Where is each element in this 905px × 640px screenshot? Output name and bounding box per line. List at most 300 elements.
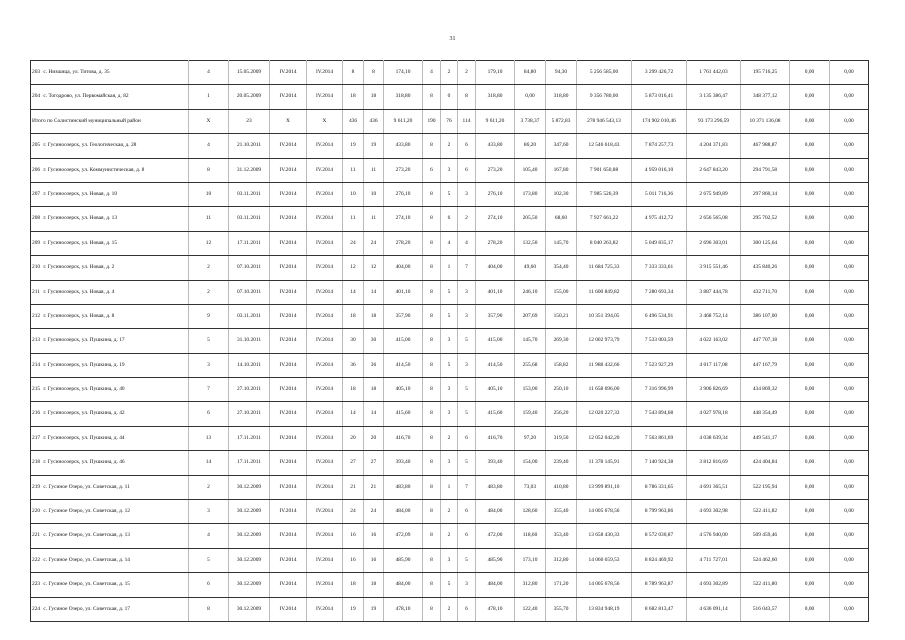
address-text: г. Гусиноозерск, ул. Новая, д. 4: [43, 288, 115, 295]
table-cell: 9 611,20: [384, 109, 423, 133]
table-cell: 4: [441, 231, 458, 255]
table-cell: 432 711,70: [741, 280, 790, 304]
table-cell: 84,80: [515, 61, 546, 85]
table-cell: IV.2014: [307, 500, 343, 524]
table-cell: 0,00: [790, 378, 830, 402]
table-cell: 7: [458, 256, 476, 280]
table-cell: 6: [423, 158, 441, 182]
table-cell: 8: [423, 304, 441, 328]
table-cell: 5 011 716,36: [632, 182, 687, 206]
table-cell: 145,70: [546, 231, 577, 255]
table-cell: 294 791,58: [741, 158, 790, 182]
table-cell: 9: [189, 304, 229, 328]
table-cell: 274,10: [384, 207, 423, 231]
table-cell: 4 204 371,83: [687, 134, 741, 158]
row-number: 215: [32, 386, 41, 393]
table-cell: 0,00: [790, 304, 830, 328]
row-number: 212: [32, 312, 41, 319]
table-cell: 8: [423, 353, 441, 377]
row-number: 219: [32, 483, 41, 490]
table-cell: 10 351 394,05: [577, 304, 632, 328]
table-cell: 2: [458, 207, 476, 231]
address-text: с. Гусиное Озеро, ул. Советская, д. 14: [43, 556, 131, 563]
table-cell: IV.2014: [307, 207, 343, 231]
table-cell: 21: [343, 475, 364, 499]
table-cell: 4 959 016,10: [632, 158, 687, 182]
table-cell: 6: [189, 402, 229, 426]
table-cell: 4: [458, 231, 476, 255]
table-cell: 7 985 526,39: [577, 182, 632, 206]
table-cell: 3 812 816,69: [687, 451, 741, 475]
table-cell: 447 707,18: [741, 329, 790, 353]
table-cell: IV.2014: [270, 475, 307, 499]
row-number: 220: [32, 508, 41, 515]
table-cell: 10: [364, 182, 384, 206]
table-cell: 3 135 386,47: [687, 85, 741, 109]
table-cell: 11 658 696,00: [577, 378, 632, 402]
table-cell: 11 684 725,33: [577, 256, 632, 280]
table-cell: 0,00: [830, 207, 869, 231]
table-cell: 401,10: [476, 280, 515, 304]
table-cell: 173,10: [515, 548, 546, 572]
address-text: с. Гусиное Озеро, ул. Советская, д. 13: [43, 532, 131, 539]
table-cell: IV.2014: [307, 158, 343, 182]
table-cell: IV.2014: [307, 573, 343, 597]
address-text: г. Гусиноозерск, ул. Пушкина, д. 42: [43, 410, 125, 417]
table-cell: 8: [423, 85, 441, 109]
table-cell: 522 195,94: [741, 475, 790, 499]
table-cell: 6: [458, 426, 476, 450]
table-row: [31, 329, 869, 353]
table-cell: IV.2014: [270, 524, 307, 548]
table-cell: IV.2014: [307, 304, 343, 328]
address-cell: [31, 524, 189, 548]
address-text: с. Гусиное Озеро, ул. Советская, д. 15: [43, 581, 131, 588]
table-cell: 0,00: [830, 280, 869, 304]
table-row: [31, 353, 869, 377]
table-cell: 128,60: [515, 500, 546, 524]
table-cell: IV.2014: [307, 280, 343, 304]
table-cell: 17.11.2011: [229, 451, 270, 475]
table-cell: 1: [441, 256, 458, 280]
table-cell: 3 468 752,14: [687, 304, 741, 328]
table-cell: 239,40: [546, 451, 577, 475]
table-cell: 0,00: [830, 61, 869, 85]
table-cell: 433,80: [384, 134, 423, 158]
table-cell: 393,40: [476, 451, 515, 475]
address-text: с. Гусиное Озеро, ул. Советская, д. 17: [43, 605, 131, 612]
table-cell: 14 060 659,53: [577, 548, 632, 572]
table-cell: 0,00: [830, 402, 869, 426]
row-number: 224: [32, 605, 41, 612]
address-cell: [31, 85, 189, 109]
table-cell: 3: [458, 304, 476, 328]
housing-registry-table: [30, 60, 869, 622]
table-cell: IV.2014: [307, 426, 343, 450]
table-cell: 7 333 333,61: [632, 256, 687, 280]
table-cell: 97,20: [515, 426, 546, 450]
table-cell: 484,00: [384, 500, 423, 524]
address-cell: [31, 426, 189, 450]
table-cell: 8: [423, 182, 441, 206]
table-cell: 190: [423, 109, 441, 133]
address-cell: [31, 304, 189, 328]
table-cell: 3: [458, 280, 476, 304]
table-cell: 246,10: [515, 280, 546, 304]
table-cell: 0,00: [790, 500, 830, 524]
address-text: г. Гусиноозерск, ул. Новая, д. 8: [43, 312, 115, 319]
table-cell: 472,00: [476, 524, 515, 548]
table-cell: 4 975 412,72: [632, 207, 687, 231]
table-cell: 7 874 257,73: [632, 134, 687, 158]
table-cell: 31.12.2009: [229, 158, 270, 182]
table-cell: 4: [423, 61, 441, 85]
table-cell: 0,00: [790, 426, 830, 450]
table-row: [31, 256, 869, 280]
table-row: [31, 304, 869, 328]
table-cell: 11 378 145,91: [577, 451, 632, 475]
table-cell: 0,00: [830, 451, 869, 475]
table-cell: IV.2014: [270, 134, 307, 158]
table-cell: 0,00: [830, 500, 869, 524]
table-cell: 76: [441, 109, 458, 133]
table-cell: IV.2014: [270, 158, 307, 182]
table-cell: 8: [423, 548, 441, 572]
address-cell: [31, 378, 189, 402]
table-cell: 5: [458, 402, 476, 426]
table-cell: X: [189, 109, 229, 133]
table-cell: 256,20: [546, 402, 577, 426]
row-number: 214: [32, 361, 41, 368]
table-cell: 273,20: [476, 158, 515, 182]
table-cell: IV.2014: [307, 402, 343, 426]
table-cell: 5 049 835,17: [632, 231, 687, 255]
table-cell: 7 563 861,69: [632, 426, 687, 450]
table-cell: 159,40: [515, 402, 546, 426]
table-cell: 276,10: [476, 182, 515, 206]
table-cell: 4 038 639,34: [687, 426, 741, 450]
table-cell: 274,10: [476, 207, 515, 231]
table-cell: 8: [423, 231, 441, 255]
table-cell: IV.2014: [270, 378, 307, 402]
table-cell: 11: [343, 158, 364, 182]
table-cell: 23: [229, 109, 270, 133]
table-cell: 0,00: [830, 378, 869, 402]
table-cell: 278,20: [384, 231, 423, 255]
table-cell: 11: [364, 207, 384, 231]
table-cell: 6: [189, 573, 229, 597]
table-cell: 8: [423, 451, 441, 475]
table-cell: 18: [364, 378, 384, 402]
table-cell: 11: [343, 207, 364, 231]
table-cell: 03.11.2011: [229, 304, 270, 328]
table-row: [31, 61, 869, 85]
address-text: г. Гусиноозерск, ул. Геологическая, д. 28: [43, 142, 137, 149]
table-cell: 7 533 003,59: [632, 329, 687, 353]
table-cell: 13: [189, 426, 229, 450]
table-cell: 250,10: [546, 378, 577, 402]
table-cell: 03.11.2011: [229, 207, 270, 231]
table-cell: 3: [441, 158, 458, 182]
table-cell: 8 824 469,92: [632, 548, 687, 572]
table-cell: 20: [364, 426, 384, 450]
table-cell: 27: [364, 451, 384, 475]
table-row: [31, 182, 869, 206]
address-cell: [31, 134, 189, 158]
address-text: г. Гусиноозерск, ул. Новая, д. 15: [43, 239, 118, 246]
table-cell: 4 022 163,02: [687, 329, 741, 353]
table-cell: 401,10: [384, 280, 423, 304]
table-cell: 11: [364, 158, 384, 182]
address-cell: [31, 573, 189, 597]
address-cell: [31, 500, 189, 524]
table-cell: 118,60: [515, 524, 546, 548]
table-cell: 8: [423, 256, 441, 280]
table-cell: IV.2014: [307, 597, 343, 621]
table-cell: 348 377,12: [741, 85, 790, 109]
table-cell: 0,00: [830, 134, 869, 158]
table-cell: 0,00: [790, 475, 830, 499]
table-cell: 0,00: [790, 134, 830, 158]
table-cell: 0,00: [790, 280, 830, 304]
table-cell: 8: [423, 378, 441, 402]
table-cell: 18: [364, 85, 384, 109]
address-text: г. Гусиноозерск, ул. Пушкина, д. 40: [43, 386, 125, 393]
table-cell: IV.2014: [307, 85, 343, 109]
table-cell: 4 636 091,14: [687, 597, 741, 621]
table-cell: 414,50: [384, 353, 423, 377]
table-cell: 0,00: [830, 597, 869, 621]
table-cell: 24: [364, 231, 384, 255]
table-cell: IV.2014: [270, 304, 307, 328]
table-cell: 0,00: [830, 256, 869, 280]
table-cell: 516 043,57: [741, 597, 790, 621]
table-row: [31, 134, 869, 158]
table-cell: 114: [458, 109, 476, 133]
table-cell: 207,69: [515, 304, 546, 328]
table-cell: 8 786 331,65: [632, 475, 687, 499]
table-cell: 12 546 618,43: [577, 134, 632, 158]
table-cell: IV.2014: [270, 256, 307, 280]
table-cell: 16: [343, 524, 364, 548]
table-row: [31, 597, 869, 621]
table-cell: 405,10: [476, 378, 515, 402]
table-row: [31, 475, 869, 499]
table-cell: 10 371 136,08: [741, 109, 790, 133]
table-cell: 7 280 693,34: [632, 280, 687, 304]
table-cell: 0,00: [830, 304, 869, 328]
table-row: [31, 573, 869, 597]
table-cell: 14: [364, 280, 384, 304]
table-cell: 4: [189, 134, 229, 158]
table-cell: 31.10.2011: [229, 329, 270, 353]
table-cell: 485,90: [476, 548, 515, 572]
table-cell: 17.11.2011: [229, 426, 270, 450]
table-cell: 4 693 302,89: [687, 573, 741, 597]
table-cell: 179,10: [476, 61, 515, 85]
table-cell: 9 356 780,00: [577, 85, 632, 109]
table-cell: IV.2014: [270, 451, 307, 475]
table-cell: 4 027 978,18: [687, 402, 741, 426]
table-cell: 414,50: [476, 353, 515, 377]
table-cell: 30.12.2009: [229, 573, 270, 597]
table-cell: 15.05.2009: [229, 61, 270, 85]
table-cell: 5: [458, 378, 476, 402]
table-cell: 19: [364, 134, 384, 158]
address-text: с. Гусиное Озеро, ул. Советская, д. 12: [43, 508, 131, 515]
table-cell: 357,90: [384, 304, 423, 328]
table-cell: IV.2014: [307, 548, 343, 572]
table-cell: 2 696 303,01: [687, 231, 741, 255]
address-cell: [31, 475, 189, 499]
table-cell: 319,50: [546, 426, 577, 450]
table-cell: 132,50: [515, 231, 546, 255]
table-cell: 0,00: [790, 256, 830, 280]
table-cell: 0,00: [830, 158, 869, 182]
table-cell: 6: [458, 524, 476, 548]
table-cell: 404,00: [476, 256, 515, 280]
table-cell: 8 572 030,87: [632, 524, 687, 548]
table-cell: 2 675 949,89: [687, 182, 741, 206]
table-cell: 276,10: [384, 182, 423, 206]
table-cell: 3: [458, 182, 476, 206]
table-cell: 0,00: [790, 402, 830, 426]
table-cell: 14: [189, 451, 229, 475]
table-cell: 8: [423, 134, 441, 158]
table-cell: 7 927 661,22: [577, 207, 632, 231]
table-cell: 18: [343, 304, 364, 328]
table-cell: 472,09: [384, 524, 423, 548]
table-cell: IV.2014: [307, 475, 343, 499]
table-cell: 0,00: [790, 158, 830, 182]
table-cell: 4 693 302,98: [687, 500, 741, 524]
table-cell: 6 496 534,91: [632, 304, 687, 328]
row-number: 222: [32, 556, 41, 563]
table-cell: IV.2014: [307, 378, 343, 402]
table-cell: 8 040 263,82: [577, 231, 632, 255]
table-cell: 0,00: [790, 61, 830, 85]
table-row: [31, 500, 869, 524]
address-cell: [31, 61, 189, 85]
table-cell: 14: [343, 280, 364, 304]
table-cell: 404,00: [384, 256, 423, 280]
table-cell: 13 658 430,33: [577, 524, 632, 548]
table-cell: 6: [458, 597, 476, 621]
table-cell: 6: [458, 134, 476, 158]
table-cell: 522 411,80: [741, 573, 790, 597]
table-cell: 171,20: [546, 573, 577, 597]
table-cell: 173,80: [515, 182, 546, 206]
table-cell: 4: [189, 524, 229, 548]
table-row: [31, 280, 869, 304]
table-cell: 2 647 843,20: [687, 158, 741, 182]
address-cell: [31, 353, 189, 377]
table-cell: 2: [189, 475, 229, 499]
table-cell: IV.2014: [307, 61, 343, 85]
table-cell: 0,00: [830, 548, 869, 572]
address-cell: [31, 280, 189, 304]
table-row: [31, 207, 869, 231]
table-cell: 73,03: [515, 475, 546, 499]
table-cell: 522 411,82: [741, 500, 790, 524]
table-cell: 2: [441, 426, 458, 450]
table-row: [31, 548, 869, 572]
table-row: [31, 85, 869, 109]
table-cell: 355,40: [546, 500, 577, 524]
table-cell: 415,60: [476, 402, 515, 426]
table-cell: 2: [441, 597, 458, 621]
row-number: 209: [32, 239, 41, 246]
table-cell: 14 005 678,56: [577, 500, 632, 524]
table-cell: 8: [423, 524, 441, 548]
table-cell: 14: [364, 402, 384, 426]
table-cell: 4 691 365,51: [687, 475, 741, 499]
table-cell: 1: [189, 85, 229, 109]
table-cell: 5: [441, 280, 458, 304]
table-cell: 12 020 227,33: [577, 402, 632, 426]
address-text: г. Гусиноозерск, ул. Пушкина, д. 17: [43, 337, 125, 344]
table-cell: IV.2014: [307, 182, 343, 206]
address-cell: [31, 109, 189, 133]
table-cell: 36: [343, 353, 364, 377]
address-text: г. Гусиноозерск, ул. Коммунистическая, д. 8: [43, 166, 145, 173]
table-cell: 386 107,00: [741, 304, 790, 328]
table-cell: 145,70: [515, 329, 546, 353]
table-cell: 3 887 444,78: [687, 280, 741, 304]
table-cell: 20: [343, 426, 364, 450]
table-cell: 94,30: [546, 61, 577, 85]
table-cell: 448 354,49: [741, 402, 790, 426]
table-cell: 435 840,26: [741, 256, 790, 280]
row-number: 207: [32, 190, 41, 197]
table-cell: 8: [423, 475, 441, 499]
table-cell: 5 256 585,00: [577, 61, 632, 85]
table-cell: IV.2014: [270, 500, 307, 524]
table-cell: 434 869,32: [741, 378, 790, 402]
table-cell: 27: [343, 451, 364, 475]
table-cell: IV.2014: [270, 548, 307, 572]
table-cell: 449 541,17: [741, 426, 790, 450]
table-cell: 2: [458, 61, 476, 85]
table-cell: IV.2014: [270, 85, 307, 109]
table-cell: 410,80: [546, 475, 577, 499]
table-cell: 122,40: [515, 597, 546, 621]
table-cell: 6: [441, 207, 458, 231]
table-cell: IV.2014: [270, 426, 307, 450]
table-cell: 0,00: [790, 597, 830, 621]
table-cell: 355,70: [546, 597, 577, 621]
table-cell: 405,10: [384, 378, 423, 402]
table-body: [31, 61, 869, 622]
table-cell: 36: [364, 353, 384, 377]
table-cell: 14.10.2011: [229, 353, 270, 377]
address-text: г. Гусиноозерск, ул. Пушкина, д. 44: [43, 434, 125, 441]
table-cell: 483,80: [476, 475, 515, 499]
table-cell: 8: [423, 280, 441, 304]
table-cell: 2: [189, 256, 229, 280]
table-cell: 30.12.2009: [229, 597, 270, 621]
table-cell: 21.10.2011: [229, 134, 270, 158]
table-cell: 353,40: [546, 524, 577, 548]
table-cell: 8: [458, 85, 476, 109]
address-text: с. Гусиное Озеро, ул. Советская, д. 11: [43, 483, 130, 490]
table-cell: 195 716,25: [741, 61, 790, 85]
table-cell: IV.2014: [307, 231, 343, 255]
table-cell: 318,80: [546, 85, 577, 109]
table-cell: 68,60: [546, 207, 577, 231]
table-row: [31, 451, 869, 475]
address-cell: [31, 182, 189, 206]
